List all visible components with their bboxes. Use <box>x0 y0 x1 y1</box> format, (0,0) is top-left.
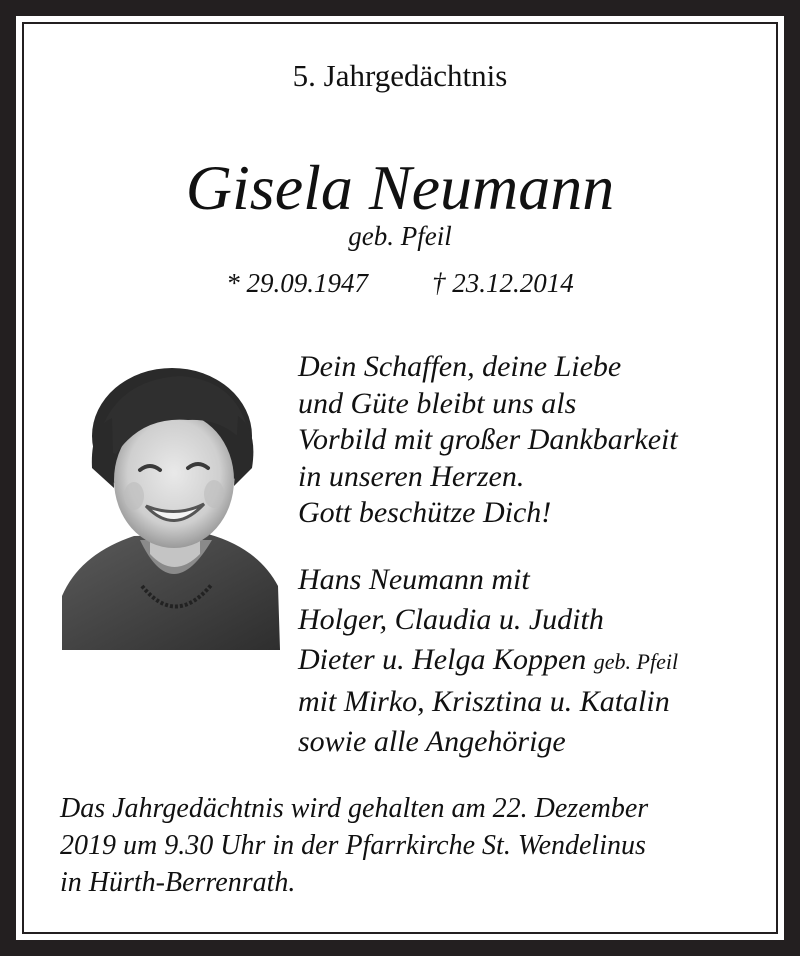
anniversary-heading: 5. Jahrgedächtnis <box>292 58 508 93</box>
quote-line: Vorbild mit großer Dankbarkeit <box>298 423 678 456</box>
quote-line: Dein Schaffen, deine Liebe <box>298 350 622 383</box>
birth-date: * 29.09.1947 <box>226 268 368 298</box>
quote-line: und Güte bleibt uns als <box>298 386 577 420</box>
portrait-image <box>62 358 280 650</box>
mourner-name: Dieter u. Helga Koppen <box>298 643 587 676</box>
mourner-line: sowie alle Angehörige <box>298 725 566 758</box>
mourner-line: Hans Neumann mit <box>298 563 530 596</box>
memorial-quote <box>298 349 768 532</box>
notice-line: 2019 um 9.30 Uhr in der Pfarrkirche St. Wendelinus <box>60 830 646 861</box>
mourner-line <box>298 640 778 682</box>
maiden-name: geb. Pfeil <box>348 221 452 251</box>
deceased-name: Gisela Neumann <box>185 152 615 223</box>
mourners-list <box>298 560 778 762</box>
notice-line: in Hürth-Berrenrath. <box>60 867 296 898</box>
memorial-service-notice <box>60 790 750 901</box>
notice-line: Das Jahrgedächtnis wird gehalten am 22. Dezember <box>60 793 649 824</box>
life-dates <box>0 264 800 302</box>
portrait-photo <box>62 358 280 650</box>
quote-line: Gott beschütze Dich! <box>298 496 552 529</box>
mourner-line: Holger, Claudia u. Judith <box>298 603 604 636</box>
quote-line: in unseren Herzen. <box>298 459 525 493</box>
mourner-maiden-name: geb. Pfeil <box>593 649 679 674</box>
mourner-line: mit Mirko, Krisztina u. Katalin <box>298 685 670 718</box>
death-date: † 23.12.2014 <box>432 268 574 298</box>
